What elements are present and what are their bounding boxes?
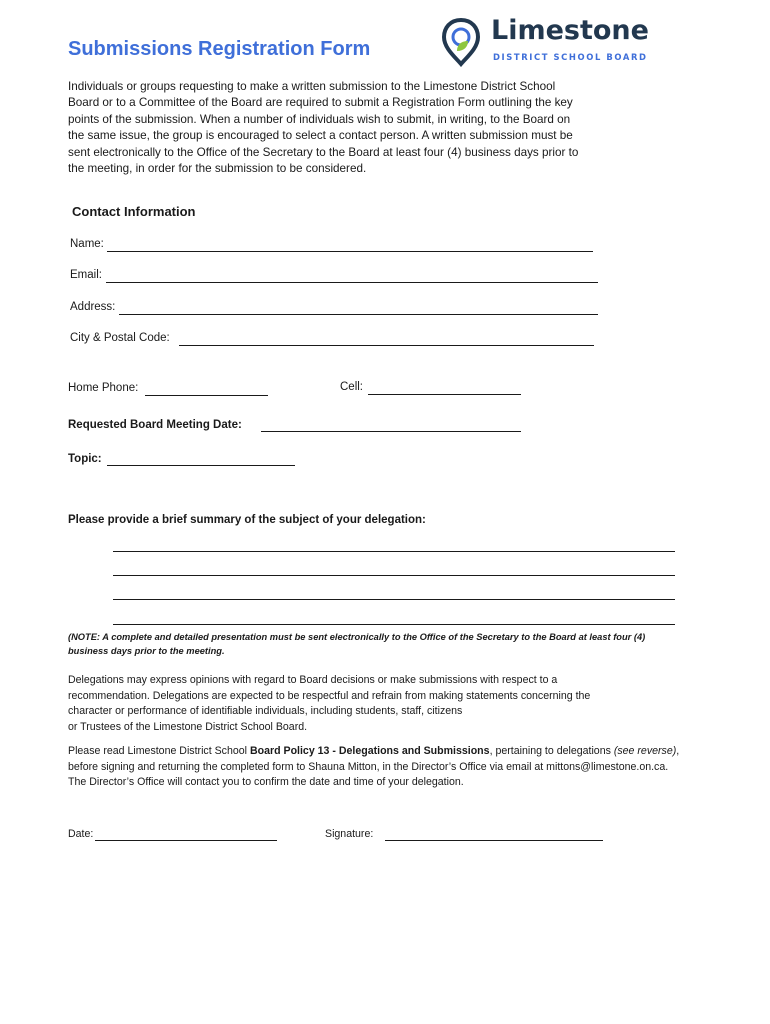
summary-line-1[interactable]: [113, 551, 675, 552]
contact-heading: Contact Information: [72, 204, 196, 219]
home-phone-field[interactable]: [145, 395, 268, 396]
see-reverse-text: (see reverse): [613, 745, 677, 757]
signature-label: Signature:: [325, 828, 374, 840]
name-field[interactable]: [107, 251, 593, 252]
policy-name: Board Policy 13 - Delegations and Submissions: [249, 745, 490, 757]
cell-label: Cell:: [340, 381, 364, 393]
address-field[interactable]: [119, 314, 598, 315]
home-phone-label: Home Phone:: [68, 382, 139, 394]
meeting-date-label: Requested Board Meeting Date:: [68, 419, 242, 431]
date-field[interactable]: [95, 840, 277, 841]
signature-field[interactable]: [385, 840, 603, 841]
form-title: Submissions Registration Form: [68, 38, 371, 60]
email-label: Email:: [70, 269, 102, 281]
city-postal-label: City & Postal Code:: [70, 332, 170, 344]
delegations-paragraph: Delegations may express opinions with regard to Board decisions or make submissions with respect to a recommendation. Delegations are expected to be respectful and refrain from making statements concerning the character or performance of identifiable individuals, including students, staff, citizens or Trustees of the Limestone District School Board.: [68, 674, 591, 733]
policy-text-3: , before signing and returning the completed form to Shauna Mitton, in the Director’s Office via email at mittons@limestone.on.ca. The Director’s Office will contact you to confirm the date and time of your delegation.: [68, 745, 680, 788]
summary-line-3[interactable]: [113, 599, 675, 600]
summary-line-4[interactable]: [113, 624, 675, 625]
topic-label: Topic:: [68, 453, 102, 465]
summary-label: Please provide a brief summary of the subject of your delegation:: [68, 514, 426, 526]
meeting-date-field[interactable]: [261, 431, 521, 432]
date-label: Date:: [68, 828, 94, 840]
logo-wordmark: Limestone: [491, 15, 649, 46]
address-label: Address:: [70, 301, 116, 313]
policy-paragraph: [68, 744, 688, 791]
location-pin-leaf-icon: [441, 17, 481, 67]
summary-line-2[interactable]: [113, 575, 675, 576]
policy-text-1: Please read Limestone District School: [68, 745, 250, 757]
logo-subtitle: DISTRICT SCHOOL BOARD: [493, 52, 648, 62]
email-field[interactable]: [106, 282, 598, 283]
submission-note: (NOTE: A complete and detailed presentation must be sent electronically to the Office of the Secretary to the Board at least four (4) business days prior to the meeting.: [68, 632, 646, 656]
city-postal-field[interactable]: [179, 345, 594, 346]
topic-field[interactable]: [107, 465, 295, 466]
policy-text-2: , pertaining to delegations: [489, 745, 614, 757]
cell-field[interactable]: [368, 394, 521, 395]
intro-paragraph: Individuals or groups requesting to make a written submission to the Limestone District School Board or to a Committee of the Board are required to submit a Registration Form outlining the key points of the submission. When a number of individuals wish to submit, in writing, to the Board on the same issue, the group is encouraged to select a contact person. A written submission must be sent electronically to the Office of the Secretary to the Board at least four (4) business days prior to the meeting, in order for the submission to be considered.: [68, 80, 579, 176]
limestone-logo: [441, 15, 649, 67]
name-label: Name:: [70, 238, 104, 250]
